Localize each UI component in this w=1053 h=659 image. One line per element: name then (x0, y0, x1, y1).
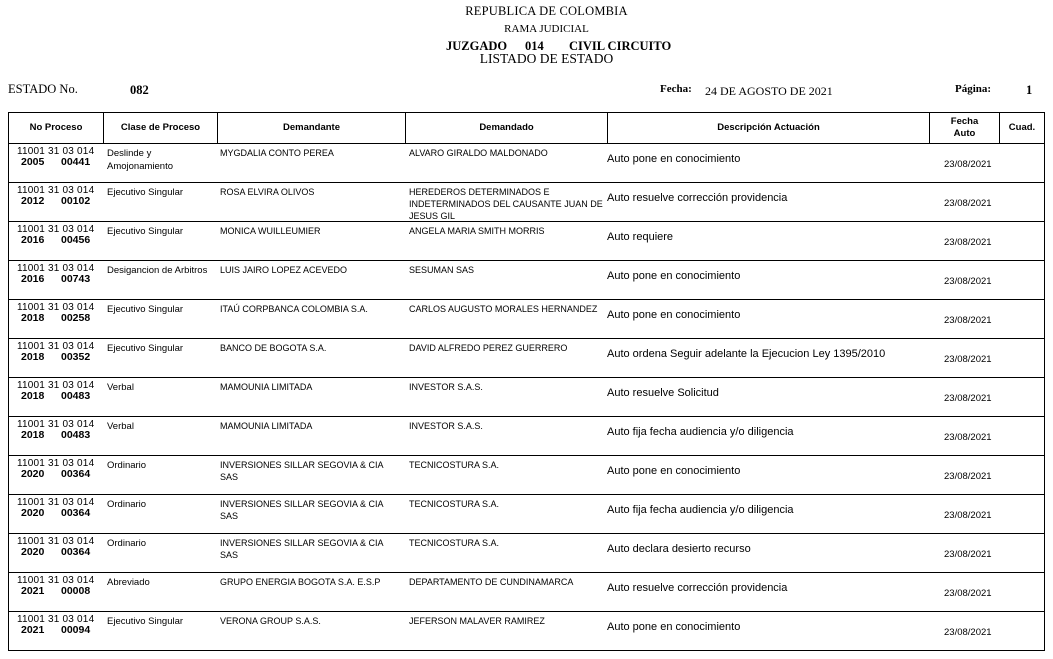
plaintiff: INVERSIONES SILLAR SEGOVIA & CIA SAS (220, 460, 384, 482)
defendant: INVESTOR S.A.S. (409, 382, 483, 392)
radicado-code: 11001 31 03 014 (17, 146, 95, 157)
process-class: Ejecutivo Singular (107, 343, 184, 354)
table-row (8, 339, 1045, 378)
process-year-number (21, 234, 90, 246)
process-year: 2020 (21, 507, 45, 519)
radicado-code: 11001 31 03 014 (17, 185, 95, 196)
process-number: 00441 (61, 156, 91, 168)
radicado-code: 11001 31 03 014 (17, 575, 95, 586)
auto-date: 23/08/2021 (944, 276, 992, 287)
process-year: 2005 (21, 156, 45, 168)
column-header-demandado: Demandado (406, 113, 608, 143)
process-year-number (21, 507, 90, 519)
action-description: Auto resuelve corrección providencia (607, 582, 788, 594)
table-row (8, 456, 1045, 495)
process-year-number (21, 585, 90, 597)
column-header-no-proceso: No Proceso (9, 113, 104, 143)
action-description: Auto resuelve Solicitud (607, 387, 719, 399)
process-year-number (21, 546, 90, 558)
action-description: Auto fija fecha audiencia y/o diligencia (607, 504, 794, 516)
radicado-code: 11001 31 03 014 (17, 263, 95, 274)
court-number: 014 (525, 39, 544, 53)
process-number: 00483 (61, 429, 91, 441)
table-row (8, 261, 1045, 300)
column-header-clase: Clase de Proceso (104, 113, 218, 143)
fecha-label: Fecha: (660, 83, 692, 95)
auto-date: 23/08/2021 (944, 627, 992, 638)
table-header (8, 112, 1045, 144)
auto-date: 23/08/2021 (944, 159, 992, 170)
process-class: Deslinde y Amojonamiento (107, 148, 174, 172)
table-row (8, 495, 1045, 534)
plaintiff: LUIS JAIRO LOPEZ ACEVEDO (220, 265, 348, 275)
process-year: 2018 (21, 312, 45, 324)
process-year: 2021 (21, 585, 45, 597)
pagina-value: 1 (1026, 83, 1033, 97)
plaintiff: MONICA WUILLEUMIER (220, 226, 321, 236)
process-class: Ejecutivo Singular (107, 616, 184, 627)
action-description: Auto pone en conocimiento (607, 465, 741, 477)
defendant: TECNICOSTURA S.A. (409, 538, 500, 548)
process-year: 2021 (21, 624, 45, 636)
process-year: 2020 (21, 468, 45, 480)
auto-date: 23/08/2021 (944, 588, 992, 599)
process-year: 2020 (21, 546, 45, 558)
process-class: Verbal (107, 421, 134, 432)
estado-table (8, 112, 1045, 651)
table-row (8, 573, 1045, 612)
process-year: 2018 (21, 390, 45, 402)
auto-date: 23/08/2021 (944, 315, 992, 326)
process-number: 00364 (61, 546, 91, 558)
action-description: Auto pone en conocimiento (607, 309, 741, 321)
process-year-number (21, 195, 90, 207)
plaintiff: GRUPO ENERGIA BOGOTA S.A. E.S.P (220, 577, 381, 587)
defendant: DEPARTAMENTO DE CUNDINAMARCA (409, 577, 574, 587)
process-class: Ordinario (107, 538, 147, 549)
process-year-number (21, 468, 90, 480)
auto-date: 23/08/2021 (944, 237, 992, 248)
action-description: Auto resuelve corrección providencia (607, 192, 788, 204)
plaintiff: ROSA ELVIRA OLIVOS (220, 187, 315, 197)
estado-number: 082 (130, 83, 149, 97)
process-class: Abreviado (107, 577, 150, 588)
table-row (8, 378, 1045, 417)
process-class: Ejecutivo Singular (107, 187, 184, 198)
process-year-number (21, 273, 90, 285)
process-class: Verbal (107, 382, 134, 393)
plaintiff: MAMOUNIA LIMITADA (220, 421, 313, 431)
auto-date: 23/08/2021 (944, 510, 992, 521)
process-year-number (21, 351, 90, 363)
radicado-code: 11001 31 03 014 (17, 341, 95, 352)
plaintiff: INVERSIONES SILLAR SEGOVIA & CIA SAS (220, 538, 384, 560)
process-number: 00258 (61, 312, 91, 324)
radicado-code: 11001 31 03 014 (17, 536, 95, 547)
process-class: Ordinario (107, 460, 147, 471)
action-description: Auto pone en conocimiento (607, 621, 741, 633)
action-description: Auto fija fecha audiencia y/o diligencia (607, 426, 794, 438)
process-year-number (21, 429, 90, 441)
radicado-code: 11001 31 03 014 (17, 380, 95, 391)
process-year-number (21, 624, 90, 636)
process-number: 00364 (61, 468, 91, 480)
auto-date: 23/08/2021 (944, 549, 992, 560)
process-year: 2016 (21, 273, 45, 285)
process-number: 00456 (61, 234, 91, 246)
table-row (8, 144, 1045, 183)
process-class: Ejecutivo Singular (107, 226, 184, 237)
table-row (8, 534, 1045, 573)
radicado-code: 11001 31 03 014 (17, 614, 95, 625)
radicado-code: 11001 31 03 014 (17, 458, 95, 469)
branch-title: RAMA JUDICIAL (504, 23, 589, 35)
auto-date: 23/08/2021 (944, 471, 992, 482)
plaintiff: MAMOUNIA LIMITADA (220, 382, 313, 392)
radicado-code: 11001 31 03 014 (17, 497, 95, 508)
plaintiff: BANCO DE BOGOTA S.A. (220, 343, 327, 353)
process-year: 2012 (21, 195, 45, 207)
radicado-code: 11001 31 03 014 (17, 419, 95, 430)
defendant: CARLOS AUGUSTO MORALES HERNANDEZ (409, 304, 598, 314)
column-header-fecha-auto: Fecha Auto (930, 113, 1000, 143)
table-row (8, 300, 1045, 339)
defendant: HEREDEROS DETERMINADOS E INDETERMINADOS DEL CAUSANTE JUAN DE JESUS GIL (409, 187, 603, 221)
plaintiff: MYGDALIA CONTO PEREA (220, 148, 334, 158)
process-number: 00094 (61, 624, 91, 636)
column-header-demandante: Demandante (218, 113, 406, 143)
process-year-number (21, 390, 90, 402)
table-body (8, 144, 1045, 651)
court-label: JUZGADO (446, 39, 508, 53)
pagina-label: Página: (955, 83, 992, 95)
defendant: TECNICOSTURA S.A. (409, 499, 500, 509)
process-year: 2016 (21, 234, 45, 246)
process-year: 2018 (21, 351, 45, 363)
process-number: 00743 (61, 273, 91, 285)
document-title: LISTADO DE ESTADO (479, 51, 614, 66)
defendant: DAVID ALFREDO PEREZ GUERRERO (409, 343, 568, 353)
defendant: ALVARO GIRALDO MALDONADO (409, 148, 548, 158)
auto-date: 23/08/2021 (944, 198, 992, 209)
process-number: 00102 (61, 195, 91, 207)
process-year-number (21, 312, 90, 324)
column-header-cuad: Cuad. (1008, 122, 1036, 133)
table-row (8, 222, 1045, 261)
action-description: Auto ordena Seguir adelante la Ejecucion Ley 1395/2010 (607, 348, 886, 360)
auto-date: 23/08/2021 (944, 354, 992, 365)
defendant: INVESTOR S.A.S. (409, 421, 483, 431)
plaintiff: INVERSIONES SILLAR SEGOVIA & CIA SAS (220, 499, 384, 521)
republic-title: REPUBLICA DE COLOMBIA (465, 4, 628, 18)
action-description: Auto requiere (607, 231, 674, 243)
estado-label: ESTADO No. (8, 82, 78, 96)
radicado-code: 11001 31 03 014 (17, 302, 95, 313)
plaintiff: ITAÚ CORPBANCA COLOMBIA S.A. (220, 304, 368, 314)
defendant: ANGELA MARIA SMITH MORRIS (409, 226, 545, 236)
defendant: TECNICOSTURA S.A. (409, 460, 500, 470)
process-number: 00352 (61, 351, 91, 363)
process-class: Desigancion de Arbitros (107, 265, 208, 276)
defendant: JEFERSON MALAVER RAMIREZ (409, 616, 545, 626)
plaintiff: VERONA GROUP S.A.S. (220, 616, 321, 626)
action-description: Auto pone en conocimiento (607, 153, 741, 165)
process-year-number (21, 156, 90, 168)
process-class: Ejecutivo Singular (107, 304, 184, 315)
auto-date: 23/08/2021 (944, 432, 992, 443)
process-class: Ordinario (107, 499, 147, 510)
column-header-descripcion: Descripción Actuación (608, 113, 930, 143)
table-row (8, 417, 1045, 456)
radicado-code: 11001 31 03 014 (17, 224, 95, 235)
fecha-value: 24 DE AGOSTO DE 2021 (705, 84, 833, 98)
action-description: Auto declara desierto recurso (607, 543, 751, 555)
process-number: 00364 (61, 507, 91, 519)
defendant: SESUMAN SAS (409, 265, 475, 275)
table-row (8, 612, 1045, 651)
court-type: CIVIL CIRCUITO (569, 39, 672, 53)
auto-date: 23/08/2021 (944, 393, 992, 404)
table-row (8, 183, 1045, 222)
process-number: 00483 (61, 390, 91, 402)
process-year: 2018 (21, 429, 45, 441)
process-number: 00008 (61, 585, 91, 597)
action-description: Auto pone en conocimiento (607, 270, 741, 282)
